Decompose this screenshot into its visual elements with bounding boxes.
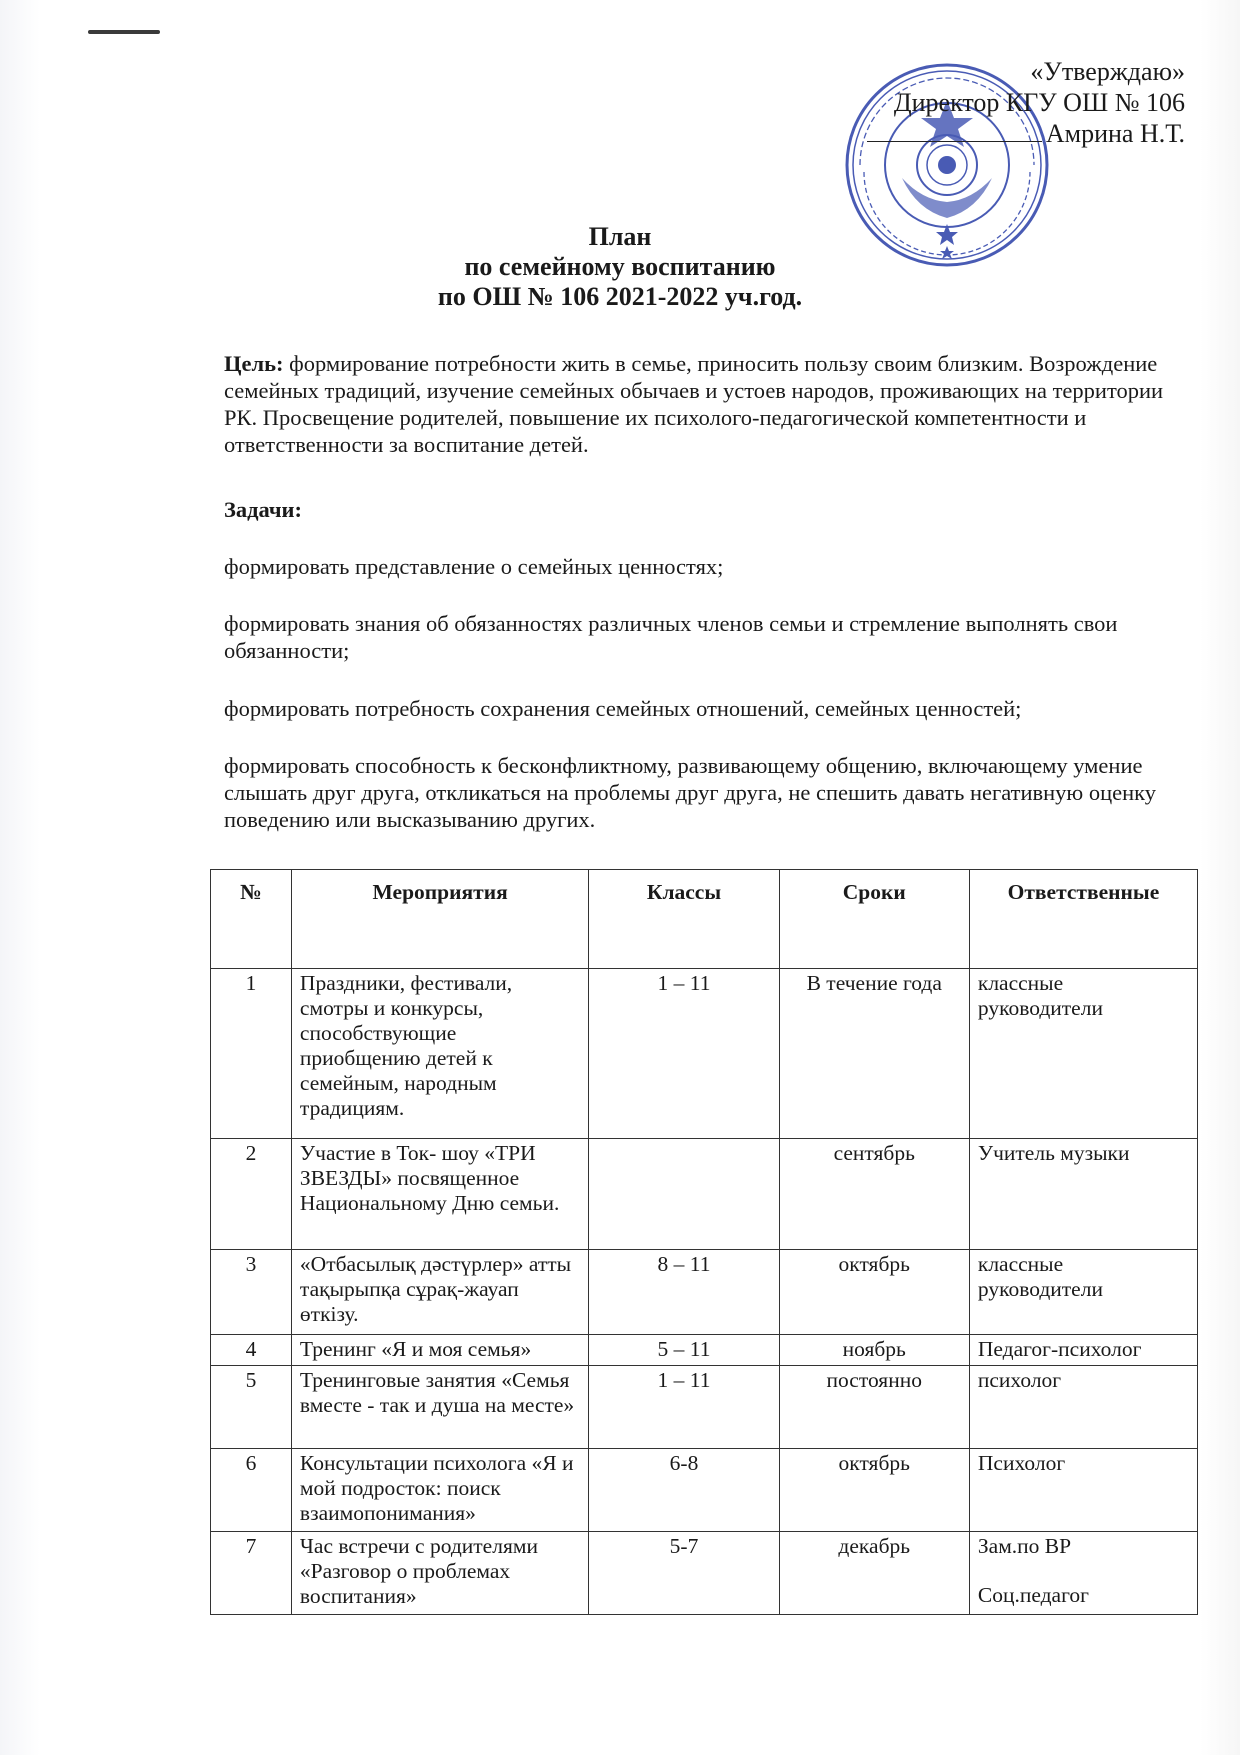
tasks-label: Задачи: <box>224 497 303 522</box>
director-name: Амрина Н.Т. <box>1045 119 1185 148</box>
signature-line <box>867 121 1042 142</box>
row-event: Консультации психолога «Я и мой подросток: поиск взаимопонимания» <box>291 1449 588 1532</box>
events-table <box>210 869 1198 1615</box>
approve-label: «Утверждаю» <box>1030 57 1185 86</box>
row-classes: 8 – 11 <box>589 1250 779 1335</box>
row-classes: 5 – 11 <box>589 1335 779 1366</box>
task-item: формировать способность к бесконфликтному, развивающему общению, включающему умение слышать друг друга, откликаться на проблемы друг друга, не спешить давать негативную оценку поведению или высказыванию других. <box>224 753 1157 832</box>
header-classes: Классы <box>589 870 779 969</box>
row-term: октябрь <box>779 1449 969 1532</box>
table-row <box>211 1532 1198 1615</box>
table-row <box>211 969 1198 1139</box>
row-classes: 1 – 11 <box>589 969 779 1139</box>
row-responsible: классные руководители <box>969 969 1197 1139</box>
table-row <box>211 1139 1198 1250</box>
director-signature-line <box>845 118 1185 149</box>
table-header-row <box>211 870 1198 969</box>
row-classes: 1 – 11 <box>589 1366 779 1449</box>
row-responsible: классные руководители <box>969 1250 1197 1335</box>
goal-text: формирование потребности жить в семье, приносить пользу своим близким. Возрождение семейных традиций, изучение семейных обычаев и устоев народов, проживающих на территории РК. Просвещение родителей, повышение их психолого-педагогической компетентности и ответственности за воспитание детей. <box>224 351 1164 457</box>
row-responsible: Психолог <box>969 1449 1197 1532</box>
row-event: Праздники, фестивали, смотры и конкурсы, способствующие приобщению детей к семейным, народным традициям. <box>291 969 588 1139</box>
row-num: 3 <box>211 1250 292 1335</box>
row-classes: 5-7 <box>589 1532 779 1615</box>
row-responsible: психолог <box>969 1366 1197 1449</box>
header-events: Мероприятия <box>291 870 588 969</box>
row-event: Тренинговые занятия «Семья вместе - так и душа на месте» <box>291 1366 588 1449</box>
title-line-2: по семейному воспитанию <box>464 252 776 281</box>
row-responsible-2: Соц.педагог <box>977 1583 1089 1607</box>
document-title <box>0 222 1240 312</box>
row-num: 7 <box>211 1532 292 1615</box>
task-item: формировать знания об обязанностях различных членов семьи и стремление выполнять свои обязанности; <box>224 611 1118 663</box>
header-term: Сроки <box>779 870 969 969</box>
row-num: 2 <box>211 1139 292 1250</box>
row-event: «Отбасылық дәстүрлер» атты тақырыпқа сұрақ-жауап өткізу. <box>291 1250 588 1335</box>
row-event: Участие в Ток- шоу «ТРИ ЗВЕЗДЫ» посвященное Национальному Дню семьи. <box>291 1139 588 1250</box>
row-num: 4 <box>211 1335 292 1366</box>
task-item: формировать потребность сохранения семейных отношений, семейных ценностей; <box>224 696 1022 721</box>
table-row <box>211 1250 1198 1335</box>
row-classes <box>589 1139 779 1250</box>
row-responsible: Зам.по ВР <box>977 1534 1072 1558</box>
row-term: постоянно <box>779 1366 969 1449</box>
row-term: сентябрь <box>779 1139 969 1250</box>
row-classes: 6-8 <box>589 1449 779 1532</box>
row-event: Тренинг «Я и моя семья» <box>291 1335 588 1366</box>
header-num: № <box>211 870 292 969</box>
cell-gap <box>978 1559 1189 1583</box>
table-row <box>211 1449 1198 1532</box>
row-term: октябрь <box>779 1250 969 1335</box>
director-title: Директор КГУ ОШ № 106 <box>893 88 1185 117</box>
row-responsible-cell <box>969 1532 1197 1615</box>
goal-paragraph <box>224 350 1174 458</box>
row-term: В течение года <box>779 969 969 1139</box>
row-num: 1 <box>211 969 292 1139</box>
title-line-1: План <box>588 222 652 251</box>
row-event: Час встречи с родителями «Разговор о проблемах воспитания» <box>291 1532 588 1615</box>
scan-mark <box>88 30 160 34</box>
header-responsible: Ответственные <box>969 870 1197 969</box>
task-item: формировать представление о семейных ценностях; <box>224 554 724 579</box>
row-responsible: Педагог-психолог <box>969 1335 1197 1366</box>
title-line-3: по ОШ № 106 2021-2022 уч.год. <box>437 282 803 311</box>
goal-label: Цель: <box>224 351 284 376</box>
row-num: 6 <box>211 1449 292 1532</box>
approval-block <box>845 56 1185 149</box>
table-row <box>211 1366 1198 1449</box>
table-row <box>211 1335 1198 1366</box>
row-responsible: Учитель музыки <box>969 1139 1197 1250</box>
row-num: 5 <box>211 1366 292 1449</box>
row-term: декабрь <box>779 1532 969 1615</box>
row-term: ноябрь <box>779 1335 969 1366</box>
